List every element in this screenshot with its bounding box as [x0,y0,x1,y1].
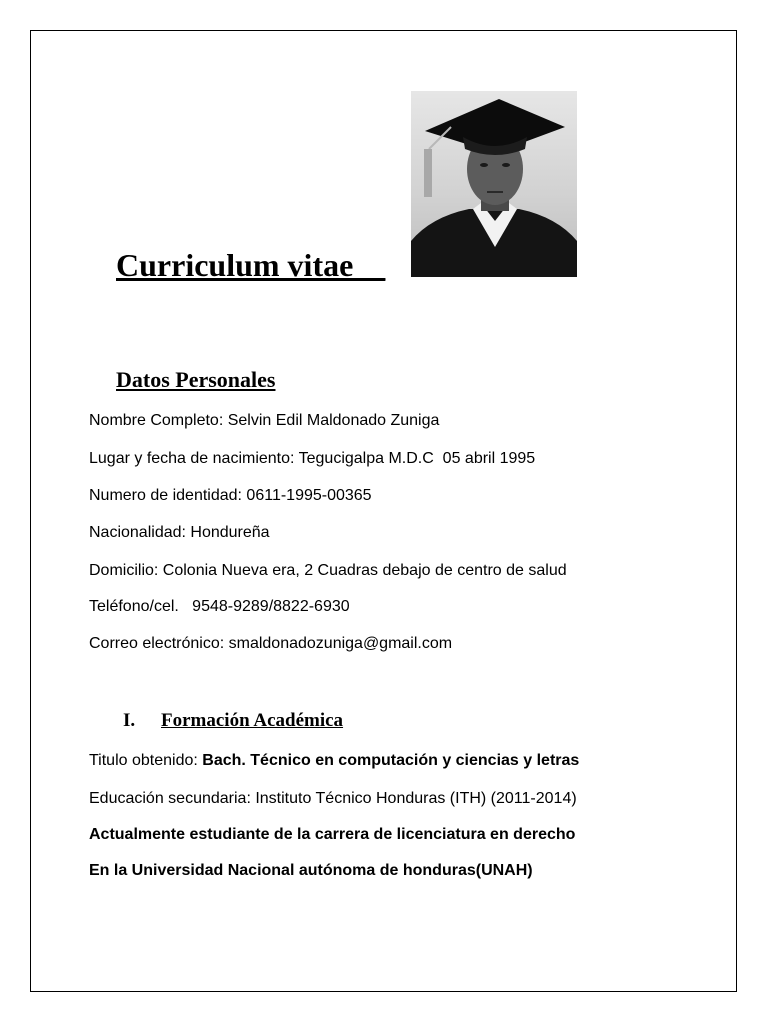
personal-line-phone: Teléfono/cel. 9548-9289/8822-6930 [89,598,350,615]
academic-line-title [89,751,579,771]
personal-line-email: Correo electrónico: smaldonadozuniga@gmail.com [89,635,453,652]
page-border [30,30,737,992]
profile-photo [411,91,577,277]
document-title: Curriculum vitae__ [116,247,386,283]
academic-heading-text: Formación Académica [161,710,344,731]
personal-line-address: Domicilio: Colonia Nueva era, 2 Cuadras debajo de centro de salud [89,562,567,579]
personal-line-nationality: Nacionalidad: Hondureña [89,524,270,541]
academic-line-current-1: Actualmente estudiante de la carrera de licenciatura en derecho [89,826,576,843]
academic-heading [123,709,343,733]
academic-heading-number: I. [123,710,136,731]
academic-line-secondary: Educación secundaria: Instituto Técnico Honduras (ITH) (2011-2014) [89,790,577,807]
personal-line-name: Nombre Completo: Selvin Edil Maldonado Zuniga [89,412,440,429]
personal-line-birth: Lugar y fecha de nacimiento: Tegucigalpa M.D.C 05 abril 1995 [89,450,536,467]
academic-line-current-2: En la Universidad Nacional autónoma de honduras(UNAH) [89,862,533,879]
academic-title-value: Bach. Técnico en computación y ciencias y letras [202,752,580,769]
academic-title-label: Titulo obtenido: [89,752,203,769]
personal-line-id: Numero de identidad: 0611-1995-00365 [89,487,372,504]
personal-data-heading: Datos Personales [116,367,276,392]
